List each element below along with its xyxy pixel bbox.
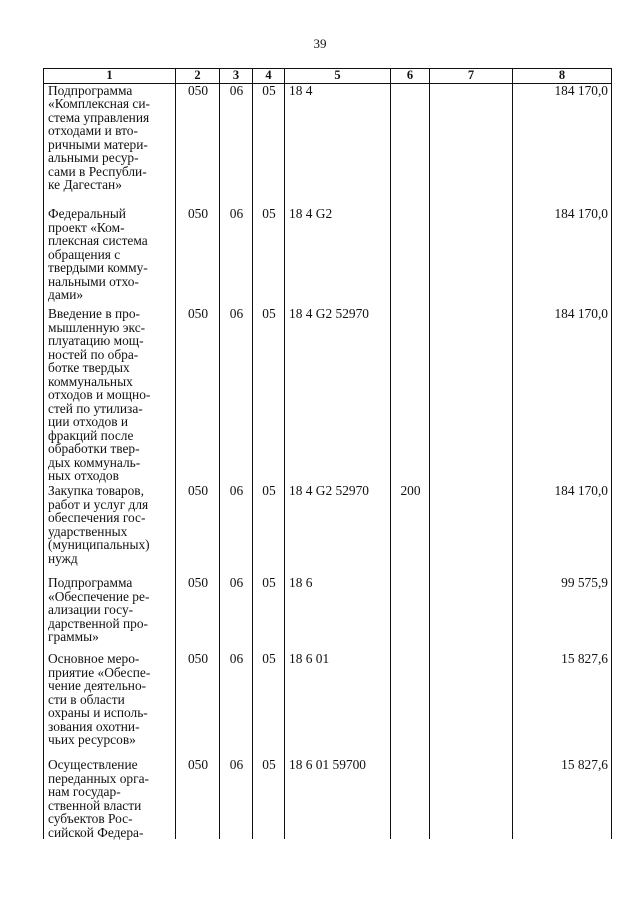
cell-ministry: 050 xyxy=(176,207,220,307)
cell-ministry: 050 xyxy=(176,652,220,758)
col-header-1: 1 xyxy=(44,69,176,84)
cell-section: 06 xyxy=(220,758,253,839)
name-line: Осуществление xyxy=(48,757,138,772)
table-row xyxy=(44,207,612,307)
cell-vr xyxy=(391,83,430,207)
cell-col7 xyxy=(430,207,513,307)
cell-csr: 18 6 01 59700 xyxy=(285,758,391,839)
name-line: дарственной про- xyxy=(48,615,148,631)
name-line: Подпрограмма xyxy=(48,575,133,590)
cell-csr: 18 4 G2 xyxy=(285,207,391,307)
col-header-2: 2 xyxy=(176,69,220,84)
name-line: нужд xyxy=(48,550,78,566)
cell-subsection: 05 xyxy=(253,652,285,758)
name-line: ализации госу- xyxy=(48,602,134,617)
name-line: Основное меро- xyxy=(48,651,140,666)
name-line: сийской Федера- xyxy=(48,824,144,840)
cell-vr: 200 xyxy=(391,484,430,576)
cell-csr: 18 6 01 xyxy=(285,652,391,758)
name-line: мышленную экс- xyxy=(48,319,146,335)
name-line: Закупка товаров, xyxy=(48,483,144,498)
cell-col7 xyxy=(430,307,513,484)
cell-subsection: 05 xyxy=(253,576,285,652)
name-line: фракций после xyxy=(48,427,134,443)
name-line: субъектов Рос- xyxy=(48,811,133,826)
budget-table xyxy=(43,68,612,839)
name-line: переданных орга- xyxy=(48,770,149,786)
table-row xyxy=(44,307,612,484)
cell-section: 06 xyxy=(220,307,253,484)
cell-amount: 184 170,0 xyxy=(513,307,612,484)
col-header-4: 4 xyxy=(253,69,285,84)
cell-amount: 184 170,0 xyxy=(513,207,612,307)
cell-amount: 184 170,0 xyxy=(513,83,612,207)
cell-name xyxy=(44,758,176,839)
name-line: нальными отхо- xyxy=(48,273,139,289)
cell-name xyxy=(44,307,176,484)
col-header-3: 3 xyxy=(220,69,253,84)
cell-csr: 18 4 G2 52970 xyxy=(285,307,391,484)
cell-section: 06 xyxy=(220,652,253,758)
table-body xyxy=(44,83,612,839)
name-line: зования охотни- xyxy=(48,718,140,734)
cell-ministry: 050 xyxy=(176,576,220,652)
cell-csr: 18 4 G2 52970 xyxy=(285,484,391,576)
name-line: ностей по обра- xyxy=(48,346,139,362)
cell-vr xyxy=(391,307,430,484)
name-line: коммунальных xyxy=(48,373,133,389)
name-line: ке Дагестан» xyxy=(48,177,122,192)
name-line: Введение в про- xyxy=(48,306,141,321)
table-row xyxy=(44,484,612,576)
cell-name xyxy=(44,83,176,207)
name-line: обработки твер- xyxy=(48,441,140,456)
cell-col7 xyxy=(430,83,513,207)
name-line: ударственных xyxy=(48,523,128,539)
name-line: плексная система xyxy=(48,233,148,248)
name-line: охраны и исполь- xyxy=(48,705,148,720)
cell-col7 xyxy=(430,758,513,839)
name-line: обеспечения гос- xyxy=(48,510,146,525)
cell-section: 06 xyxy=(220,484,253,576)
cell-name xyxy=(44,207,176,307)
col-header-6: 6 xyxy=(391,69,430,84)
cell-col7 xyxy=(430,652,513,758)
cell-vr xyxy=(391,207,430,307)
cell-subsection: 05 xyxy=(253,207,285,307)
name-line: ных отходов xyxy=(48,468,119,483)
cell-amount: 99 575,9 xyxy=(513,576,612,652)
cell-amount: 15 827,6 xyxy=(513,758,612,839)
name-line: ции отходов и xyxy=(48,414,129,429)
cell-amount: 184 170,0 xyxy=(513,484,612,576)
cell-csr: 18 6 xyxy=(285,576,391,652)
name-line: ботке твердых xyxy=(48,360,130,375)
name-line: ственной власти xyxy=(48,797,142,813)
name-line: стема управления xyxy=(48,109,150,125)
cell-subsection: 05 xyxy=(253,758,285,839)
table-row xyxy=(44,83,612,207)
cell-vr xyxy=(391,758,430,839)
name-line: Подпрограмма xyxy=(48,82,133,98)
cell-amount: 15 827,6 xyxy=(513,652,612,758)
name-line: граммы» xyxy=(48,629,99,644)
cell-section: 06 xyxy=(220,576,253,652)
cell-ministry: 050 xyxy=(176,307,220,484)
name-line: нам государ- xyxy=(48,784,121,799)
cell-subsection: 05 xyxy=(253,484,285,576)
cell-subsection: 05 xyxy=(253,307,285,484)
name-line: стей по утилиза- xyxy=(48,400,143,416)
name-line: (муниципальных) xyxy=(48,537,150,552)
cell-ministry: 050 xyxy=(176,484,220,576)
cell-name xyxy=(44,652,176,758)
name-line: «Комплексная си- xyxy=(48,96,150,111)
cell-section: 06 xyxy=(220,83,253,207)
table-row xyxy=(44,652,612,758)
name-line: приятие «Обеспе- xyxy=(48,664,151,680)
name-line: альными ресур- xyxy=(48,150,139,165)
name-line: отходов и мощно- xyxy=(48,387,151,402)
cell-vr xyxy=(391,576,430,652)
cell-subsection: 05 xyxy=(253,83,285,207)
table-row xyxy=(44,758,612,839)
page-number: 39 xyxy=(313,36,327,51)
name-line: Федеральный xyxy=(48,206,126,221)
name-line: ричными матери- xyxy=(48,136,148,152)
cell-vr xyxy=(391,652,430,758)
name-line: отходами и вто- xyxy=(48,123,138,138)
cell-ministry: 050 xyxy=(176,83,220,207)
name-line: дами» xyxy=(48,287,84,302)
cell-col7 xyxy=(430,484,513,576)
name-line: чьих ресурсов» xyxy=(48,732,136,747)
col-header-8: 8 xyxy=(513,69,612,84)
col-header-5: 5 xyxy=(285,69,391,84)
cell-csr: 18 4 xyxy=(285,83,391,207)
name-line: работ и услуг для xyxy=(48,496,149,512)
cell-ministry: 050 xyxy=(176,758,220,839)
name-line: проект «Ком- xyxy=(48,219,125,235)
name-line: сами в Республи- xyxy=(48,163,147,179)
header-row xyxy=(44,69,612,84)
cell-col7 xyxy=(430,576,513,652)
name-line: сти в области xyxy=(48,691,125,707)
name-line: обращения с xyxy=(48,246,121,262)
name-line: дых коммуналь- xyxy=(48,454,141,470)
name-line: твердыми комму- xyxy=(48,260,148,275)
col-header-7: 7 xyxy=(430,69,513,84)
name-line: «Обеспечение ре- xyxy=(48,588,150,604)
cell-name xyxy=(44,484,176,576)
cell-name xyxy=(44,576,176,652)
name-line: плуатацию мощ- xyxy=(48,333,144,348)
name-line: чение деятельно- xyxy=(48,678,147,693)
cell-section: 06 xyxy=(220,207,253,307)
table-row xyxy=(44,576,612,652)
